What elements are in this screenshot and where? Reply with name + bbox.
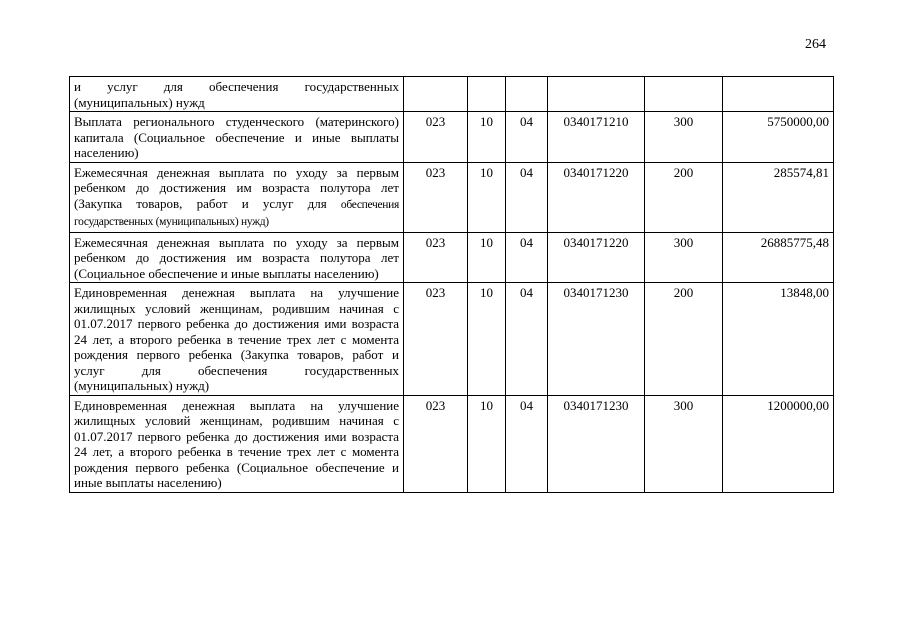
section-code: 10 <box>468 283 506 396</box>
expense-type-code: 200 <box>645 162 723 232</box>
subsection-code: 04 <box>506 395 548 492</box>
section-code: 10 <box>468 395 506 492</box>
row-description: Выплата регионального студенческого (материнского) капитала (Социальное обеспечение и иные выплаты населению) <box>70 112 404 163</box>
row-description: Единовременная денежная выплата на улучшение жилищных условий женщинам, родившим начиная с 01.07.2017 первого ребенка до достижения ими возраста 24 лет, а второго ребенка в течение трех лет с момента рождения первого ребенка (Закупка товаров, работ и услуг для обеспечения государственных (муниципальных) нужд) <box>70 283 404 396</box>
expense-type-code <box>645 77 723 112</box>
table-row <box>70 232 834 283</box>
row-description: Ежемесячная денежная выплата по уходу за первым ребенком до достижения им возраста полутора лет (Социальное обеспечение и иные выплаты населению) <box>70 232 404 283</box>
table-row <box>70 77 834 112</box>
table-row <box>70 283 834 396</box>
row-description: Единовременная денежная выплата на улучшение жилищных условий женщинам, родившим начиная с 01.07.2017 первого ребенка до достижения ими возраста 24 лет, а второго ребенка в течение трех лет с момента рождения первого ребенка (Социальное обеспечение и иные выплаты населению) <box>70 395 404 492</box>
section-code: 10 <box>468 112 506 163</box>
amount: 13848,00 <box>723 283 834 396</box>
target-code: 0340171230 <box>548 283 645 396</box>
ministry-code: 023 <box>404 162 468 232</box>
amount: 285574,81 <box>723 162 834 232</box>
budget-table <box>69 76 834 493</box>
row-description: и услуг для обеспечения государственных (муниципальных) нужд <box>70 77 404 112</box>
table-row <box>70 162 834 232</box>
subsection-code: 04 <box>506 283 548 396</box>
section-code <box>468 77 506 112</box>
table-row <box>70 395 834 492</box>
target-code: 0340171220 <box>548 162 645 232</box>
ministry-code <box>404 77 468 112</box>
page-number: 264 <box>805 37 826 52</box>
subsection-code: 04 <box>506 112 548 163</box>
subsection-code: 04 <box>506 232 548 283</box>
expense-type-code: 200 <box>645 283 723 396</box>
target-code: 0340171220 <box>548 232 645 283</box>
amount <box>723 77 834 112</box>
subsection-code <box>506 77 548 112</box>
target-code: 0340171230 <box>548 395 645 492</box>
expense-type-code: 300 <box>645 112 723 163</box>
ministry-code: 023 <box>404 283 468 396</box>
amount: 5750000,00 <box>723 112 834 163</box>
amount: 1200000,00 <box>723 395 834 492</box>
section-code: 10 <box>468 232 506 283</box>
description-main: Ежемесячная денежная выплата по уходу за первым ребенком до достижения им возраста полутора лет (Закупка товаров, работ и услуг для <box>74 164 399 211</box>
table-row <box>70 112 834 163</box>
target-code <box>548 77 645 112</box>
expense-type-code: 300 <box>645 232 723 283</box>
ministry-code: 023 <box>404 395 468 492</box>
amount: 26885775,48 <box>723 232 834 283</box>
target-code: 0340171210 <box>548 112 645 163</box>
ministry-code: 023 <box>404 112 468 163</box>
row-description <box>70 162 404 232</box>
description-tail: обеспечения государственных (муниципальных) нужд) <box>74 198 400 228</box>
expense-type-code: 300 <box>645 395 723 492</box>
ministry-code: 023 <box>404 232 468 283</box>
section-code: 10 <box>468 162 506 232</box>
subsection-code: 04 <box>506 162 548 232</box>
